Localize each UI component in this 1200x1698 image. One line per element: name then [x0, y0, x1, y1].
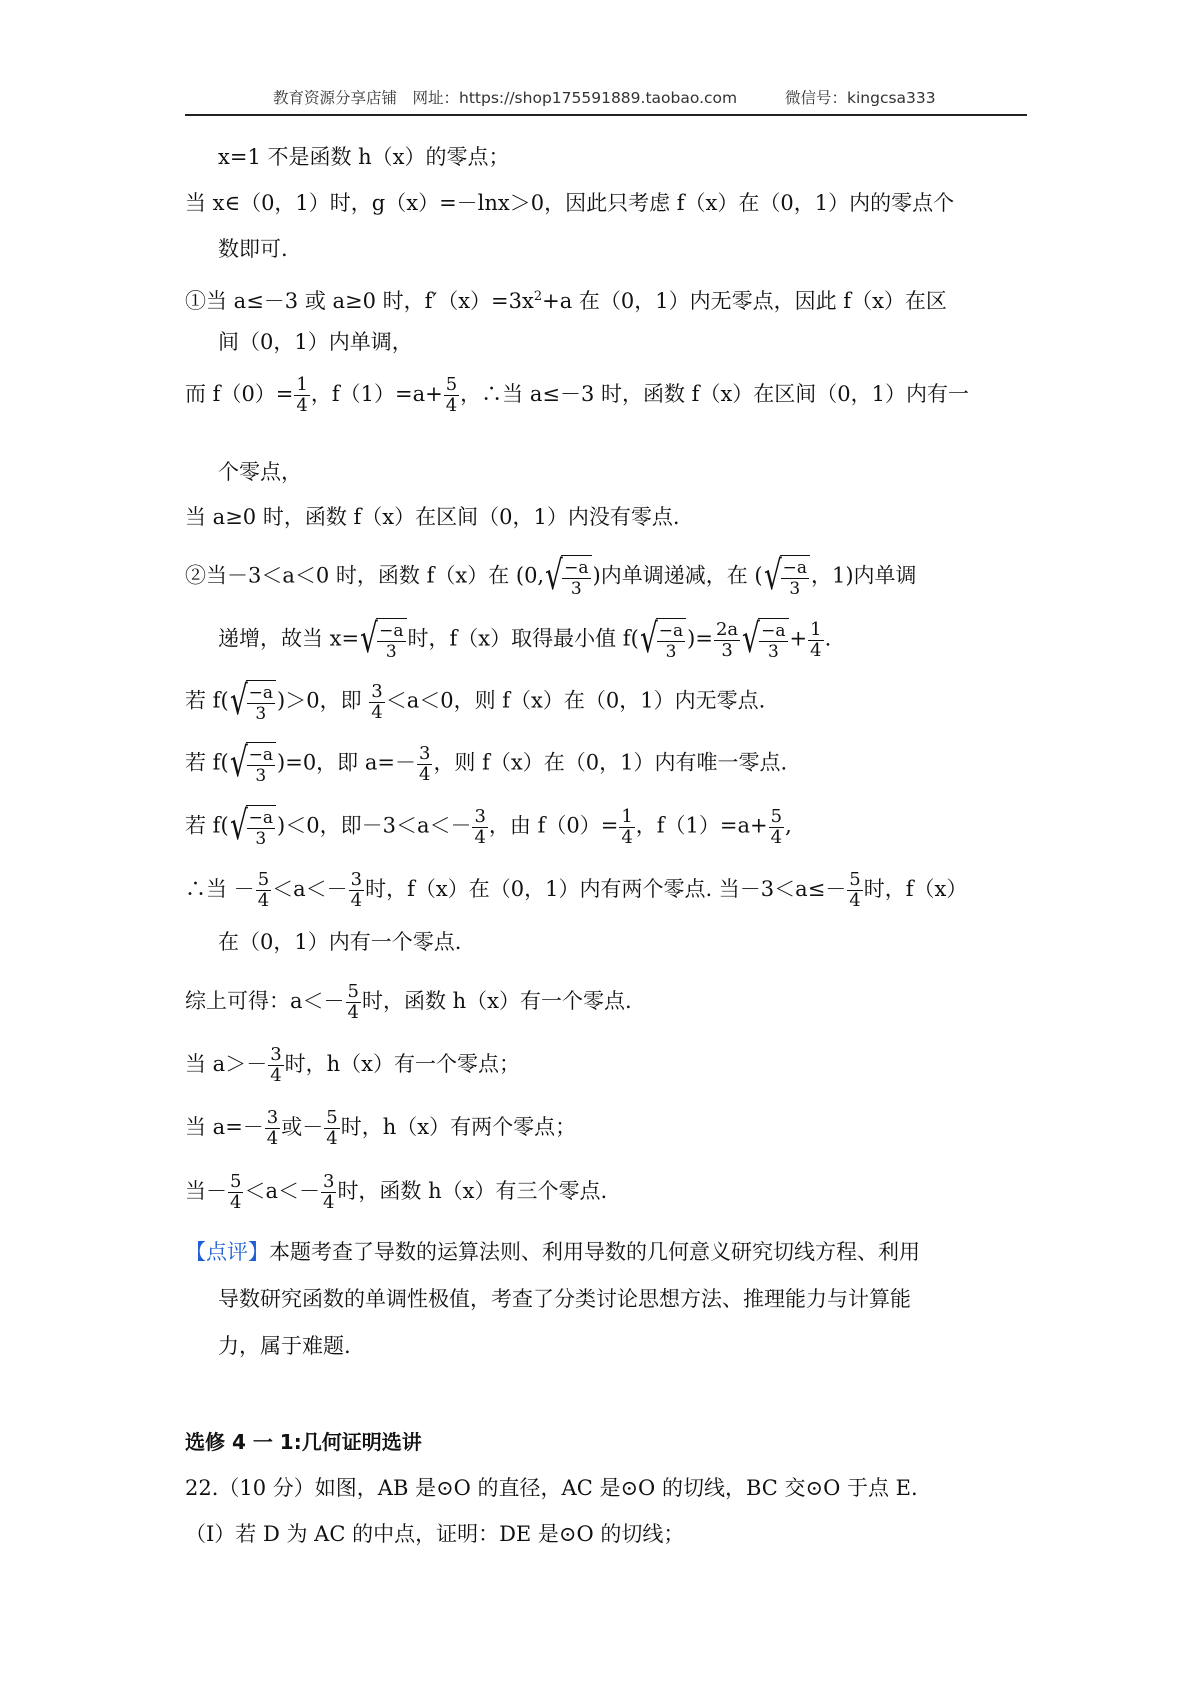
numerator: 3: [322, 1171, 335, 1192]
text-line: 当 a≥0 时，函数 f（x）在区间（0，1）内没有零点.: [185, 505, 680, 529]
sqrt-expression: [230, 680, 276, 724]
sqrt-expression: [764, 555, 810, 599]
numerator: −a: [782, 558, 807, 578]
denominator: 4: [322, 1192, 335, 1213]
text-span: )＜0，即－3＜a＜－: [277, 813, 472, 838]
numerator: 5: [849, 869, 861, 890]
numerator: −a: [564, 558, 589, 578]
page-header: [185, 84, 1027, 116]
sqrt-expression: [545, 555, 591, 599]
text-span: 而 f（0）=: [185, 382, 294, 406]
text-line: [185, 805, 792, 849]
header-wechat: 微信号：kingcsa333: [785, 89, 936, 107]
denominator: 4: [849, 890, 861, 911]
text-span: 时，函数 h（x）有一个零点.: [361, 989, 632, 1013]
numerator: 5: [257, 869, 270, 890]
radical-sign: √: [360, 616, 378, 662]
text-line: [185, 1108, 576, 1149]
numerator: 5: [326, 1107, 338, 1128]
text-span: ，则 f（x）在（0，1）内有唯一零点.: [433, 750, 788, 775]
sqrt-expression: [360, 618, 406, 662]
denominator: 3: [570, 579, 582, 599]
numerator: −a: [248, 683, 274, 703]
denominator: 4: [810, 639, 822, 661]
text-line: x=1 不是函数 h（x）的零点；: [218, 145, 510, 169]
text-span: 当 a＞－: [185, 1052, 268, 1076]
section-heading: 选修 4 一 1:几何证明选讲: [185, 1430, 422, 1454]
text-span: 若 f(: [185, 813, 229, 838]
text-span: 本题考查了导数的运算法则、利用导数的几何意义研究切线方程、利用: [269, 1240, 920, 1264]
fraction: [349, 870, 364, 911]
numerator: −a: [248, 808, 274, 828]
denominator: 3: [255, 829, 267, 849]
numerator: −a: [248, 745, 274, 765]
sqrt-expression: [742, 618, 788, 662]
denominator: 3: [255, 766, 267, 786]
text-span: 当 a=－: [185, 1115, 264, 1139]
sqrt-expression: [230, 805, 276, 849]
text-line: 个零点，: [218, 460, 302, 484]
text-line: [185, 283, 947, 315]
text-line: 当 x∈（0，1）时，g（x）=－lnx＞0，因此只考虑 f（x）在（0，1）内的零点个: [185, 191, 955, 215]
text-span: 当－: [185, 1179, 227, 1203]
denominator: 4: [770, 826, 783, 848]
text-span: ②当－3＜a＜0 时，函数 f（x）在 (0,: [185, 563, 545, 588]
text-span: 综上可得：a＜－: [185, 989, 345, 1013]
numerator: 3: [266, 1107, 279, 1128]
denominator: 4: [326, 1128, 338, 1149]
denominator: 4: [230, 1192, 242, 1213]
text-line: [185, 555, 917, 599]
text-span: ∴当 －: [185, 877, 255, 901]
numerator: 3: [350, 869, 363, 890]
fraction: [294, 375, 309, 416]
review-tag: 【点评】: [185, 1240, 269, 1264]
numerator: 3: [418, 742, 431, 764]
text-span: +: [789, 626, 808, 651]
numerator: −a: [658, 621, 684, 641]
text-span: 时，h（x）有两个零点；: [340, 1115, 577, 1139]
text-line: 在（0，1）内有一个零点.: [218, 930, 462, 954]
question-22: 22.（10 分）如图，AB 是⊙O 的直径，AC 是⊙O 的切线，BC 交⊙O 于点 E.: [185, 1476, 918, 1500]
text-span: )＞0，即: [277, 688, 369, 713]
fraction: [769, 807, 784, 848]
text-span: ＜a＜0，则 f（x）在（0，1）内无零点.: [385, 688, 766, 713]
text-span: 时，f（x）在（0，1）内有两个零点. 当－3＜a≤－: [365, 877, 847, 901]
superscript: 2: [533, 289, 543, 304]
fraction: [444, 375, 459, 416]
text-span: )=0，即 a=－: [277, 750, 416, 775]
text-span: ，1)内单调: [810, 563, 917, 588]
text-span: ,: [785, 813, 792, 838]
fraction: [324, 1108, 339, 1149]
text-line: [185, 982, 632, 1023]
denominator: 4: [350, 890, 363, 911]
fraction: [268, 1045, 283, 1086]
text-span: ＜a＜－: [244, 1179, 320, 1203]
text-span: 若 f(: [185, 750, 229, 775]
text-line: [185, 680, 765, 724]
header-site: 教育资源分享店铺 网址：https://shop175591889.taobao.com: [273, 89, 738, 107]
fraction: [472, 807, 487, 848]
text-line: [185, 870, 967, 911]
fraction: [619, 807, 634, 848]
text-span: ，f（1）=a+: [635, 813, 768, 838]
numerator: −a: [761, 621, 786, 641]
question-22-part-1: （Ⅰ）若 D 为 AC 的中点，证明：DE 是⊙O 的切线；: [185, 1522, 685, 1546]
text-span: ①当 a≤－3 或 a≥0 时，f′（x）=3x: [185, 289, 534, 313]
numerator: 1: [296, 374, 308, 395]
fraction: [369, 682, 384, 723]
numerator: 3: [474, 805, 486, 827]
text-span: 时，f（x）: [863, 877, 968, 901]
text-line: 数即可.: [218, 237, 288, 261]
denominator: 3: [721, 639, 733, 661]
radical-sign: √: [742, 616, 761, 662]
text-span: )=: [687, 626, 713, 651]
denominator: 3: [767, 642, 779, 662]
radical-sign: √: [639, 616, 658, 662]
fraction: [256, 870, 271, 911]
text-span: ，由 f（0）=: [488, 813, 619, 838]
text-line: [185, 742, 787, 786]
sqrt-expression: [230, 742, 276, 786]
denominator: 4: [418, 763, 431, 785]
review-line: 力，属于难题.: [218, 1334, 351, 1358]
text-span: 时，函数 h（x）有三个零点.: [337, 1179, 608, 1203]
text-span: ，∴当 a≤－3 时，函数 f（x）在区间（0，1）内有一: [460, 382, 970, 406]
radical-sign: √: [229, 803, 248, 849]
radical-sign: √: [229, 740, 248, 786]
radical-sign: √: [763, 553, 782, 599]
numerator: 5: [347, 981, 359, 1002]
fraction: [346, 982, 361, 1023]
text-span: 时，h（x）有一个零点；: [284, 1052, 521, 1076]
text-span: ＜a＜－: [272, 877, 348, 901]
numerator: 5: [445, 374, 458, 395]
denominator: 4: [474, 826, 486, 848]
text-span: +a 在（0，1）内无零点，因此 f（x）在区: [542, 289, 947, 313]
fraction: [228, 1172, 243, 1213]
text-span: 递增，故当 x=: [218, 626, 360, 651]
text-line: [218, 618, 831, 662]
text-line: [185, 1172, 607, 1213]
text-span: 时，f（x）取得最小值 f(: [407, 626, 639, 651]
text-span: )内单调递减，在 (: [592, 563, 763, 588]
review-line: 导数研究函数的单调性极值，考查了分类讨论思想方法、推理能力与计算能: [218, 1287, 911, 1311]
numerator: 3: [270, 1044, 282, 1065]
review-line: [185, 1238, 920, 1266]
numerator: 1: [810, 618, 822, 640]
text-line: [185, 375, 969, 416]
fraction: [321, 1172, 336, 1213]
fraction: [714, 620, 740, 661]
numerator: 3: [371, 680, 383, 702]
denominator: 4: [257, 890, 270, 911]
text-span: .: [824, 626, 832, 651]
text-line: [185, 1045, 520, 1086]
denominator: 4: [347, 1002, 359, 1023]
fraction: [265, 1108, 280, 1149]
denominator: 4: [445, 395, 458, 416]
numerator: 2a: [715, 618, 739, 640]
fraction: [847, 870, 862, 911]
text-span: ，f（1）=a+: [310, 382, 443, 406]
denominator: 4: [296, 395, 308, 416]
denominator: 3: [665, 642, 677, 662]
numerator: 1: [621, 805, 633, 827]
fraction: [417, 744, 432, 785]
denominator: 4: [371, 701, 383, 723]
radical-sign: √: [545, 553, 563, 599]
denominator: 3: [255, 704, 267, 724]
numerator: 5: [230, 1171, 242, 1192]
denominator: 4: [266, 1128, 279, 1149]
text-line: 间（0，1）内单调，: [218, 330, 413, 354]
denominator: 3: [789, 579, 801, 599]
denominator: 4: [621, 826, 633, 848]
radical-sign: √: [229, 678, 248, 724]
text-span: 或－: [281, 1115, 324, 1139]
numerator: −a: [379, 621, 404, 641]
fraction: [808, 620, 823, 661]
denominator: 3: [385, 642, 397, 662]
sqrt-expression: [640, 618, 686, 662]
numerator: 5: [770, 805, 783, 827]
text-span: 若 f(: [185, 688, 229, 713]
denominator: 4: [270, 1065, 282, 1086]
